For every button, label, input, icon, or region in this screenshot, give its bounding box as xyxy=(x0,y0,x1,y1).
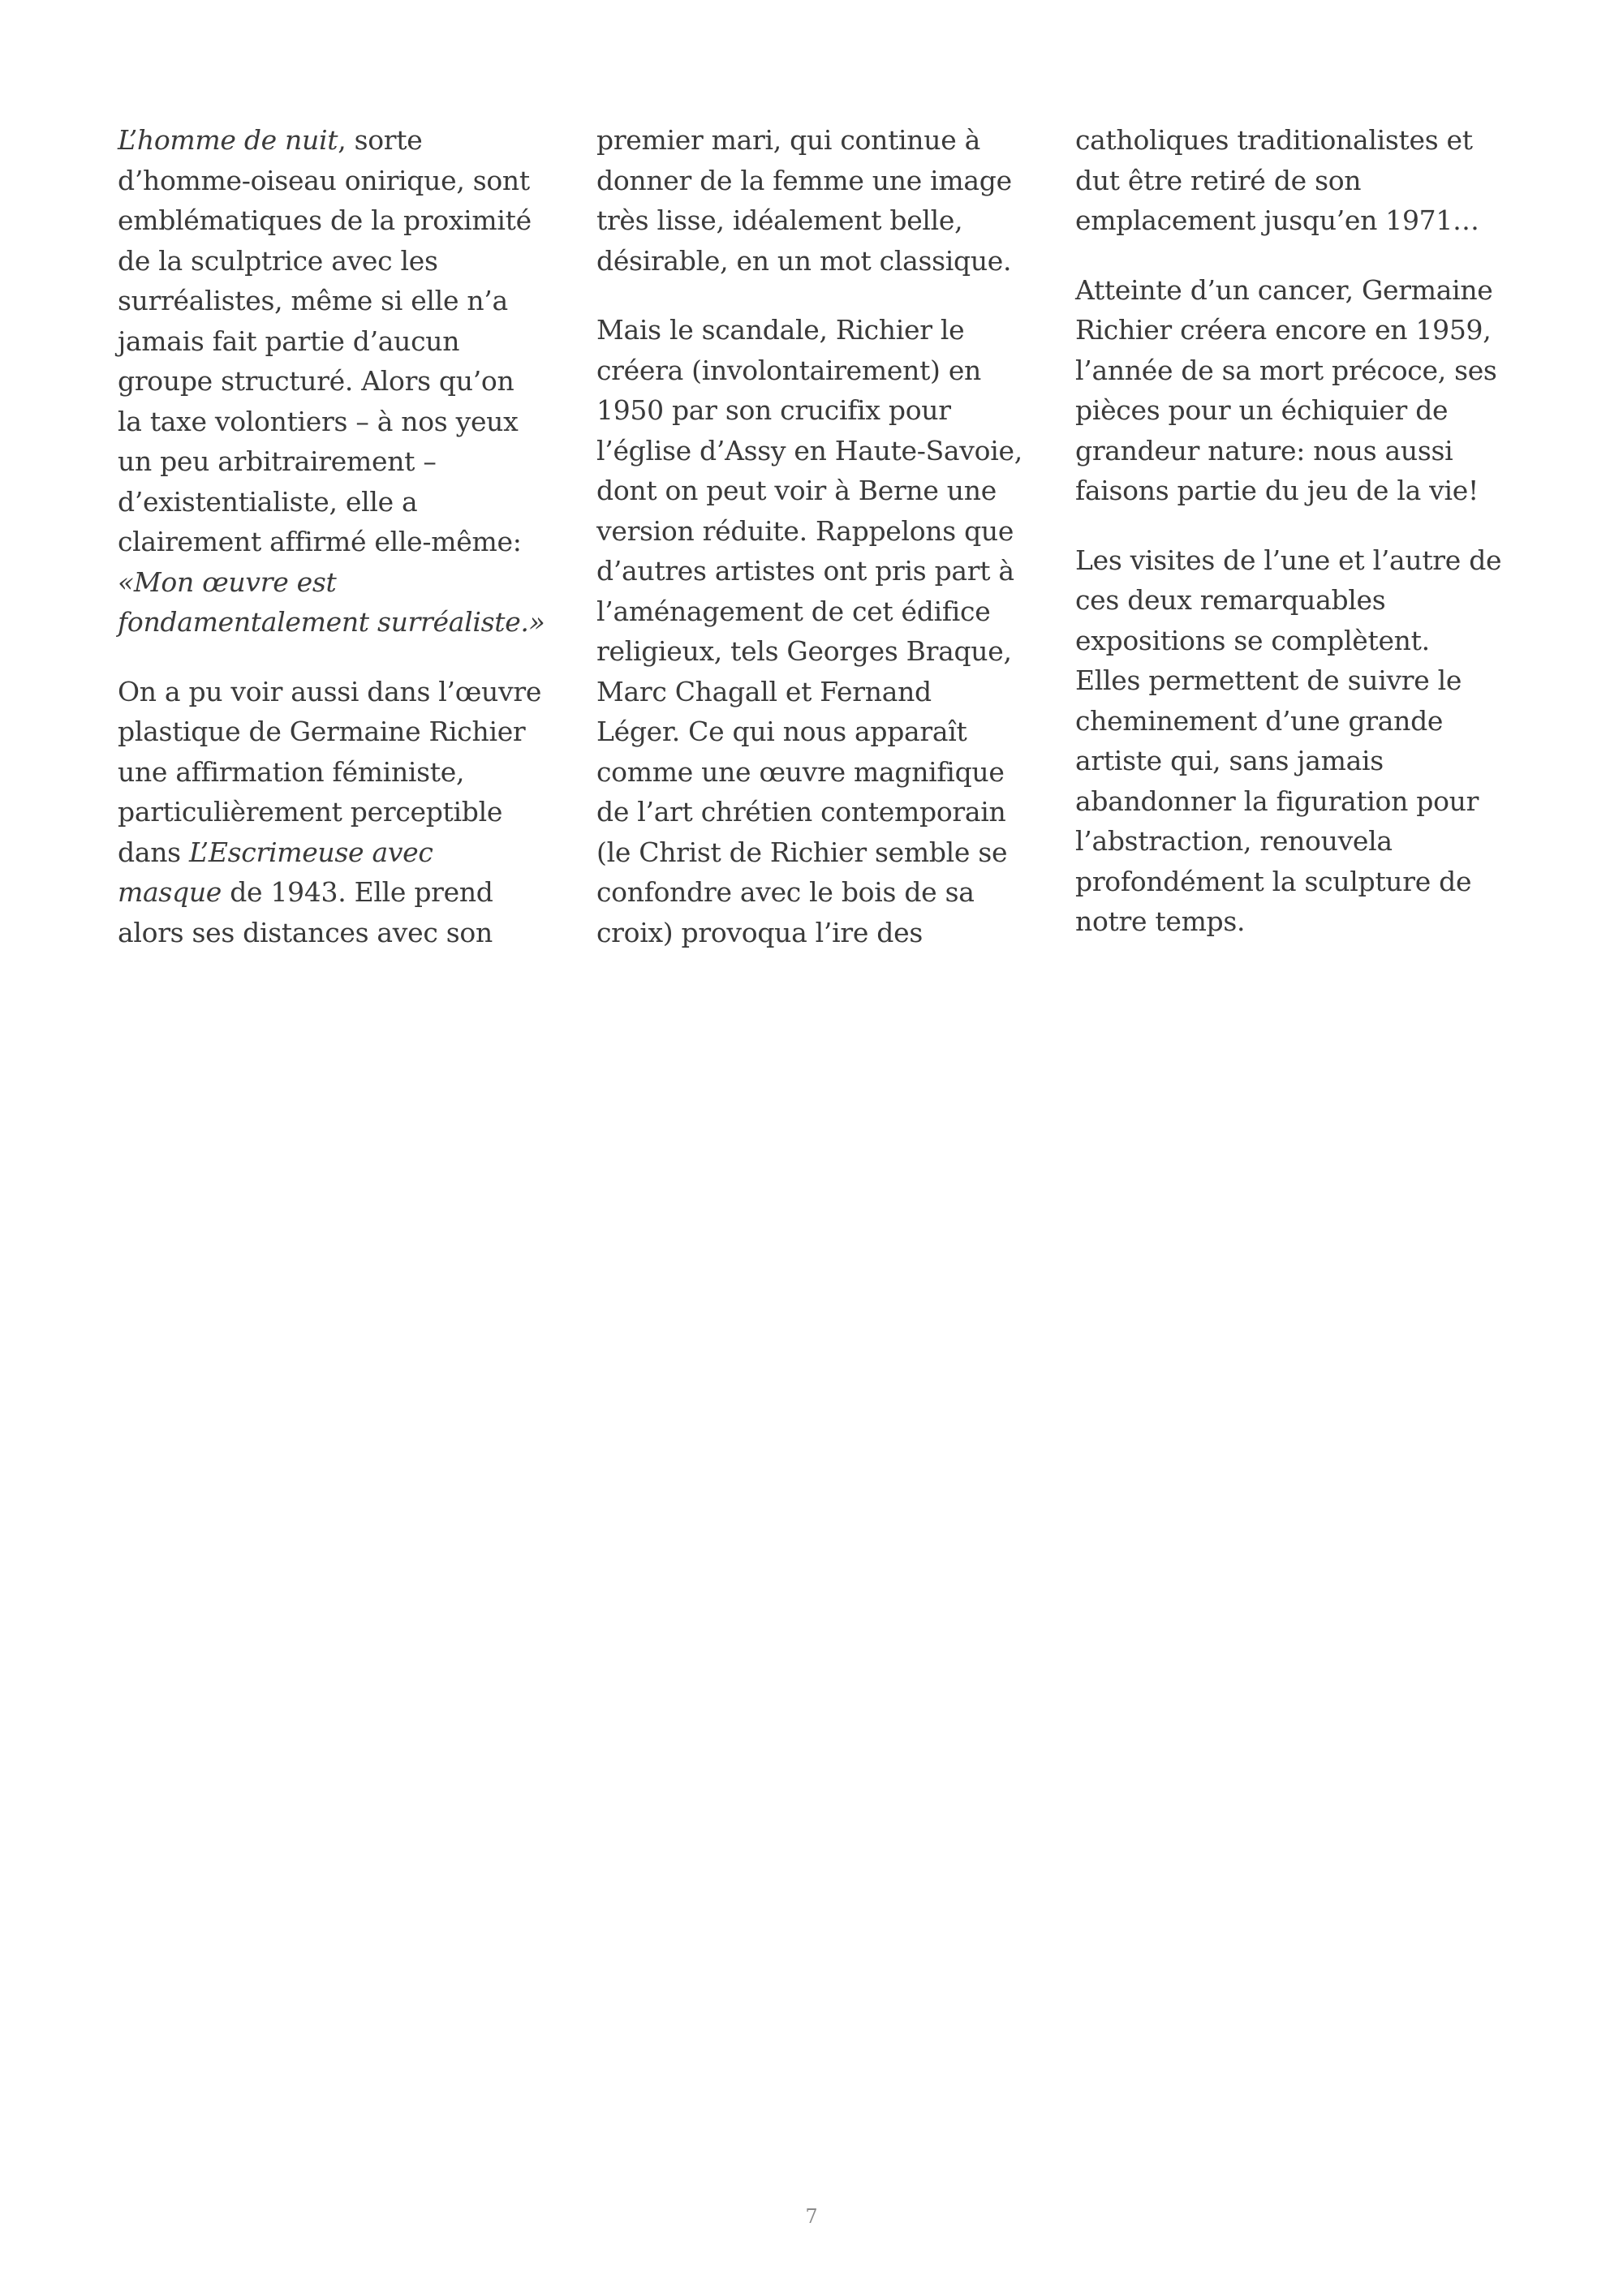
text-line xyxy=(596,712,1051,752)
text-line xyxy=(1075,310,1530,350)
paragraph xyxy=(596,310,1051,952)
text-line xyxy=(596,631,1051,672)
text-line xyxy=(118,913,572,953)
text-run: pièces pour un échiquier de xyxy=(1075,394,1449,426)
text-run: d’homme-oiseau onirique, sont xyxy=(118,164,530,196)
quote-line xyxy=(118,562,572,603)
text-line xyxy=(118,792,572,832)
text-run: un peu arbitrairement – xyxy=(118,445,437,477)
text-line xyxy=(596,551,1051,591)
text-line xyxy=(596,120,1051,161)
text-line xyxy=(118,200,572,241)
artwork-title: L’Escrimeuse avec xyxy=(188,836,433,868)
text-line xyxy=(118,120,572,161)
text-line xyxy=(596,832,1051,873)
text-run: , sorte xyxy=(338,124,423,156)
text-run: particulièrement perceptible xyxy=(118,796,503,828)
text-run: donner de la femme une image xyxy=(596,164,1012,196)
text-run: emblématiques de la proximité xyxy=(118,204,532,236)
text-line xyxy=(118,441,572,482)
text-run: emplacement jusqu’en 1971… xyxy=(1075,204,1479,236)
text-run: comme une œuvre magnifique xyxy=(596,755,1005,788)
text-run: plastique de Germaine Richier xyxy=(118,716,526,747)
text-run: notre temps. xyxy=(1075,905,1246,937)
text-run: On a pu voir aussi dans l’œuvre xyxy=(118,675,542,707)
text-run: d’autres artistes ont pris part à xyxy=(596,555,1014,587)
text-run: grandeur nature: nous aussi xyxy=(1075,434,1453,467)
text-run: de la sculptrice avec les xyxy=(118,244,438,277)
text-run: de l’art chrétien contemporain xyxy=(596,796,1006,828)
text-run: Richier créera encore en 1959, xyxy=(1075,314,1492,346)
text-run: dut être retiré de son xyxy=(1075,164,1362,196)
text-run: abandonner la figuration pour xyxy=(1075,785,1479,817)
text-run: version réduite. Rappelons que xyxy=(596,514,1014,547)
text-column-2 xyxy=(596,120,1051,982)
text-run: alors ses distances avec son xyxy=(118,916,493,948)
text-run: la taxe volontiers – à nos yeux xyxy=(118,405,519,437)
text-line xyxy=(1075,781,1530,822)
text-line xyxy=(596,672,1051,712)
text-run: l’aménagement de cet édifice xyxy=(596,595,991,627)
text-run: Mais le scandale, Richier le xyxy=(596,314,965,346)
text-line xyxy=(596,471,1051,511)
text-column-3 xyxy=(1075,120,1530,971)
text-run: dans xyxy=(118,836,189,868)
paragraph xyxy=(118,672,572,953)
text-line xyxy=(596,310,1051,350)
text-line xyxy=(1075,350,1530,391)
text-line xyxy=(596,872,1051,913)
text-line xyxy=(118,321,572,362)
text-run: religieux, tels Georges Braque, xyxy=(596,635,1012,667)
text-run: créera (involontairement) en xyxy=(596,354,981,386)
paragraph xyxy=(118,120,572,643)
text-line xyxy=(118,522,572,562)
paragraph xyxy=(1075,270,1530,511)
text-run: ces deux remarquables xyxy=(1075,584,1386,616)
text-line xyxy=(118,872,572,913)
text-run: l’abstraction, renouvela xyxy=(1075,825,1393,857)
text-run: cheminement d’une grande xyxy=(1075,704,1444,737)
text-line xyxy=(596,431,1051,471)
text-line xyxy=(596,511,1051,552)
text-line xyxy=(118,281,572,321)
text-line xyxy=(1075,660,1530,701)
text-run: dont on peut voir à Berne une xyxy=(596,475,997,506)
text-run: Atteinte d’un cancer, Germaine xyxy=(1075,273,1493,306)
text-line xyxy=(1075,821,1530,862)
quote-line xyxy=(118,602,572,643)
text-line xyxy=(596,752,1051,793)
text-run: Les visites de l’une et l’autre de xyxy=(1075,544,1502,576)
text-run: (le Christ de Richier semble se xyxy=(596,836,1008,868)
text-line xyxy=(1075,701,1530,742)
text-run: jamais fait partie d’aucun xyxy=(118,325,460,357)
text-line xyxy=(118,402,572,442)
text-line xyxy=(596,390,1051,431)
text-run: désirable, en un mot classique. xyxy=(596,244,1012,277)
text-run: clairement affirmé elle-même: xyxy=(118,526,522,557)
text-run: croix) provoqua l’ire des xyxy=(596,916,923,948)
artwork-title: masque xyxy=(118,876,222,908)
text-line xyxy=(118,482,572,522)
text-line xyxy=(118,832,572,873)
text-run: premier mari, qui continue à xyxy=(596,124,980,156)
text-line xyxy=(1075,431,1530,471)
text-line xyxy=(118,241,572,282)
text-run: l’année de sa mort précoce, ses xyxy=(1075,354,1497,386)
text-line xyxy=(1075,621,1530,661)
text-line xyxy=(596,350,1051,391)
text-line xyxy=(596,591,1051,632)
text-run: l’église d’Assy en Haute-Savoie, xyxy=(596,434,1022,467)
text-run: de 1943. Elle prend xyxy=(222,876,493,908)
text-line xyxy=(1075,580,1530,621)
text-line xyxy=(596,792,1051,832)
text-line xyxy=(1075,741,1530,781)
text-line xyxy=(118,672,572,712)
text-run: profondément la sculpture de xyxy=(1075,865,1472,897)
text-run: 1950 par son crucifix pour xyxy=(596,394,951,426)
paragraph xyxy=(596,120,1051,281)
text-line xyxy=(1075,901,1530,942)
text-line xyxy=(118,752,572,793)
text-run: catholiques traditionalistes et xyxy=(1075,124,1473,156)
text-run: très lisse, idéalement belle, xyxy=(596,204,963,236)
paragraph xyxy=(1075,540,1530,942)
text-line xyxy=(596,200,1051,241)
text-line xyxy=(118,161,572,201)
text-line xyxy=(1075,390,1530,431)
text-line xyxy=(1075,471,1530,511)
artwork-title: L’homme de nuit xyxy=(118,124,338,156)
quote-run: «Mon œuvre est xyxy=(118,565,337,598)
text-line xyxy=(118,712,572,752)
text-run: Léger. Ce qui nous apparaît xyxy=(596,716,967,747)
text-run: surréalistes, même si elle n’a xyxy=(118,285,508,316)
text-line xyxy=(1075,862,1530,902)
text-run: expositions se complètent. xyxy=(1075,624,1430,656)
paragraph xyxy=(1075,120,1530,241)
page-number: 7 xyxy=(805,2205,818,2228)
text-line xyxy=(1075,540,1530,581)
text-line xyxy=(596,161,1051,201)
text-run: une affirmation féministe, xyxy=(118,755,465,788)
text-line xyxy=(118,361,572,402)
text-line xyxy=(1075,200,1530,241)
text-line xyxy=(1075,120,1530,161)
text-run: d’existentialiste, elle a xyxy=(118,485,418,518)
text-run: Marc Chagall et Fernand xyxy=(596,675,932,707)
text-line xyxy=(1075,161,1530,201)
text-run: Elles permettent de suivre le xyxy=(1075,664,1462,696)
text-run: faisons partie du jeu de la vie! xyxy=(1075,475,1479,506)
text-run: groupe structuré. Alors qu’on xyxy=(118,365,514,397)
text-line xyxy=(596,241,1051,282)
quote-run: fondamentalement surréaliste.» xyxy=(118,606,545,638)
text-line xyxy=(596,913,1051,953)
text-line xyxy=(1075,270,1530,311)
text-run: confondre avec le bois de sa xyxy=(596,876,975,908)
text-run: artiste qui, sans jamais xyxy=(1075,745,1384,776)
text-column-1 xyxy=(118,120,572,982)
